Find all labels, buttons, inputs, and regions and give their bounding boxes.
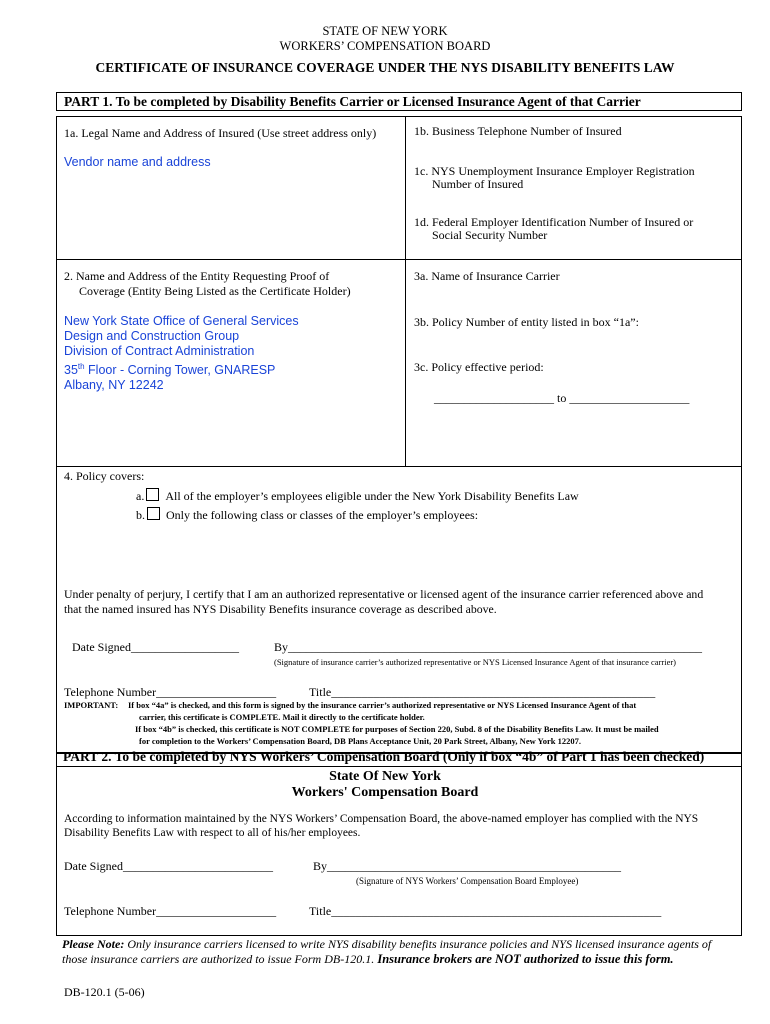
- important-text-2: carrier, this certificate is COMPLETE. Mail it directly to the certificate holder.: [139, 712, 425, 722]
- part2-signature-field[interactable]: By_________________________________________________: [313, 859, 622, 873]
- holder-line-2: Design and Construction Group: [64, 329, 240, 343]
- part1-column-divider: [405, 116, 406, 466]
- field-1c-label[interactable]: 1c. NYS Unemployment Insurance Employer Registration: [414, 164, 695, 178]
- part2-signature-caption: (Signature of NYS Workers’ Compensation Board Employee): [356, 876, 579, 886]
- field-4-label: 4. Policy covers:: [64, 469, 145, 483]
- holder-line-4: 35th Floor - Corning Tower, GNARESP: [64, 362, 276, 378]
- option-4a: a. All of the employer’s employees eligible under the New York Disability Benefits Law: [136, 489, 579, 503]
- part2-date-signed-field[interactable]: Date Signed_________________________: [64, 859, 273, 873]
- row-divider-2: [56, 466, 742, 467]
- field-1d-label-cont: Social Security Number: [432, 228, 548, 242]
- part2-telephone-field[interactable]: Telephone Number____________________: [64, 904, 277, 918]
- field-3c-label: 3c. Policy effective period:: [414, 360, 544, 374]
- important-label: IMPORTANT:: [64, 700, 119, 710]
- important-text: If box “4a” is checked, and this form is signed by the insurance carrier’s authorized representative or NYS Licensed Insurance Agent of that: [128, 700, 637, 710]
- part2-body: According to information maintained by the NYS Workers’ Compensation Board, the above-named employer has complied with the NYS: [64, 813, 699, 825]
- part2-subtitle: Workers' Compensation Board: [291, 785, 479, 800]
- part2-title: State Of New York: [329, 769, 441, 784]
- certification-text-cont: that the named insured has NYS Disability Benefits insurance coverage as described above.: [64, 602, 497, 616]
- policy-period-field[interactable]: ____________________ to ____________________: [434, 391, 690, 405]
- field-2-label: 2. Name and Address of the Entity Requesting Proof of: [64, 269, 330, 283]
- option-4b: b. Only the following class or classes of the employer’s employees:: [136, 508, 479, 522]
- important-text-4: for completion to the Workers’ Compensation Board, DB Plans Acceptance Unit, 20 Park Street, Albany, New York 12207.: [139, 736, 581, 746]
- field-3b-label[interactable]: 3b. Policy Number of entity listed in box “1a”:: [414, 315, 639, 329]
- part1-heading-box: [56, 92, 742, 111]
- signature-caption: (Signature of insurance carrier’s authorized representative or NYS Licensed Insurance Agent of that insurance carrier): [274, 657, 677, 667]
- part2-heading-divider: [56, 766, 742, 767]
- checkbox-4b[interactable]: [147, 507, 160, 520]
- field-1d-label[interactable]: 1d. Federal Employer Identification Number of Insured or: [414, 215, 694, 229]
- state-heading: STATE OF NEW YORK: [322, 24, 448, 38]
- field-2-label-cont: Coverage (Entity Being Listed as the Certificate Holder): [79, 284, 351, 298]
- holder-line-5: Albany, NY 12242: [64, 378, 164, 393]
- part2-title-field[interactable]: Title_______________________________________________________: [309, 904, 662, 918]
- field-1a-label: 1a. Legal Name and Address of Insured (Use street address only): [64, 126, 377, 140]
- form-title: CERTIFICATE OF INSURANCE COVERAGE UNDER THE NYS DISABILITY BENEFITS LAW: [95, 60, 675, 75]
- field-1a-value[interactable]: Vendor name and address: [64, 155, 211, 169]
- board-heading: WORKERS’ COMPENSATION BOARD: [279, 39, 491, 53]
- certification-text: Under penalty of perjury, I certify that I am an authorized representative or licensed agent of the insurance carrier referenced above and: [64, 587, 704, 601]
- title-field[interactable]: Title______________________________________________________: [309, 685, 656, 699]
- part1-heading: PART 1. To be completed by Disability Benefits Carrier or Licensed Insurance Agent of that Carrier: [64, 94, 641, 109]
- holder-line-1: New York State Office of General Services: [64, 314, 299, 328]
- part2-heading: PART 2. To be completed by NYS Workers’ Compensation Board (Only if box “4b” of Part 1 has been checked): [63, 749, 705, 764]
- field-3a-label[interactable]: 3a. Name of Insurance Carrier: [414, 269, 560, 283]
- important-text-3: If box “4b” is checked, this certificate is NOT COMPLETE for purposes of Section 220, Subd. 8 of the Disability Benefits Law. It must be mailed: [135, 724, 659, 734]
- part2-body-cont: Disability Benefits Law with respect to all of his/her employees.: [64, 827, 361, 839]
- field-1c-label-cont: Number of Insured: [432, 177, 524, 191]
- date-signed-field[interactable]: Date Signed__________________: [72, 640, 239, 654]
- please-note-cont: those insurance carriers are authorized to issue Form DB-120.1. Insurance brokers are NOT authorized to issue this form.: [62, 952, 674, 966]
- signature-field[interactable]: By_____________________________________________________________________: [274, 640, 703, 654]
- form-id: DB-120.1 (5-06): [64, 985, 145, 999]
- checkbox-4a[interactable]: [146, 488, 159, 501]
- please-note: Please Note: Only insurance carriers licensed to write NYS disability benefits insurance policies and NYS licensed insurance agents of: [62, 937, 712, 951]
- telephone-field[interactable]: Telephone Number____________________: [64, 685, 277, 699]
- holder-line-3: Division of Contract Administration: [64, 344, 255, 358]
- row-divider-1: [56, 259, 742, 260]
- field-2-value[interactable]: [64, 314, 299, 393]
- field-1b-label[interactable]: 1b. Business Telephone Number of Insured: [414, 124, 622, 138]
